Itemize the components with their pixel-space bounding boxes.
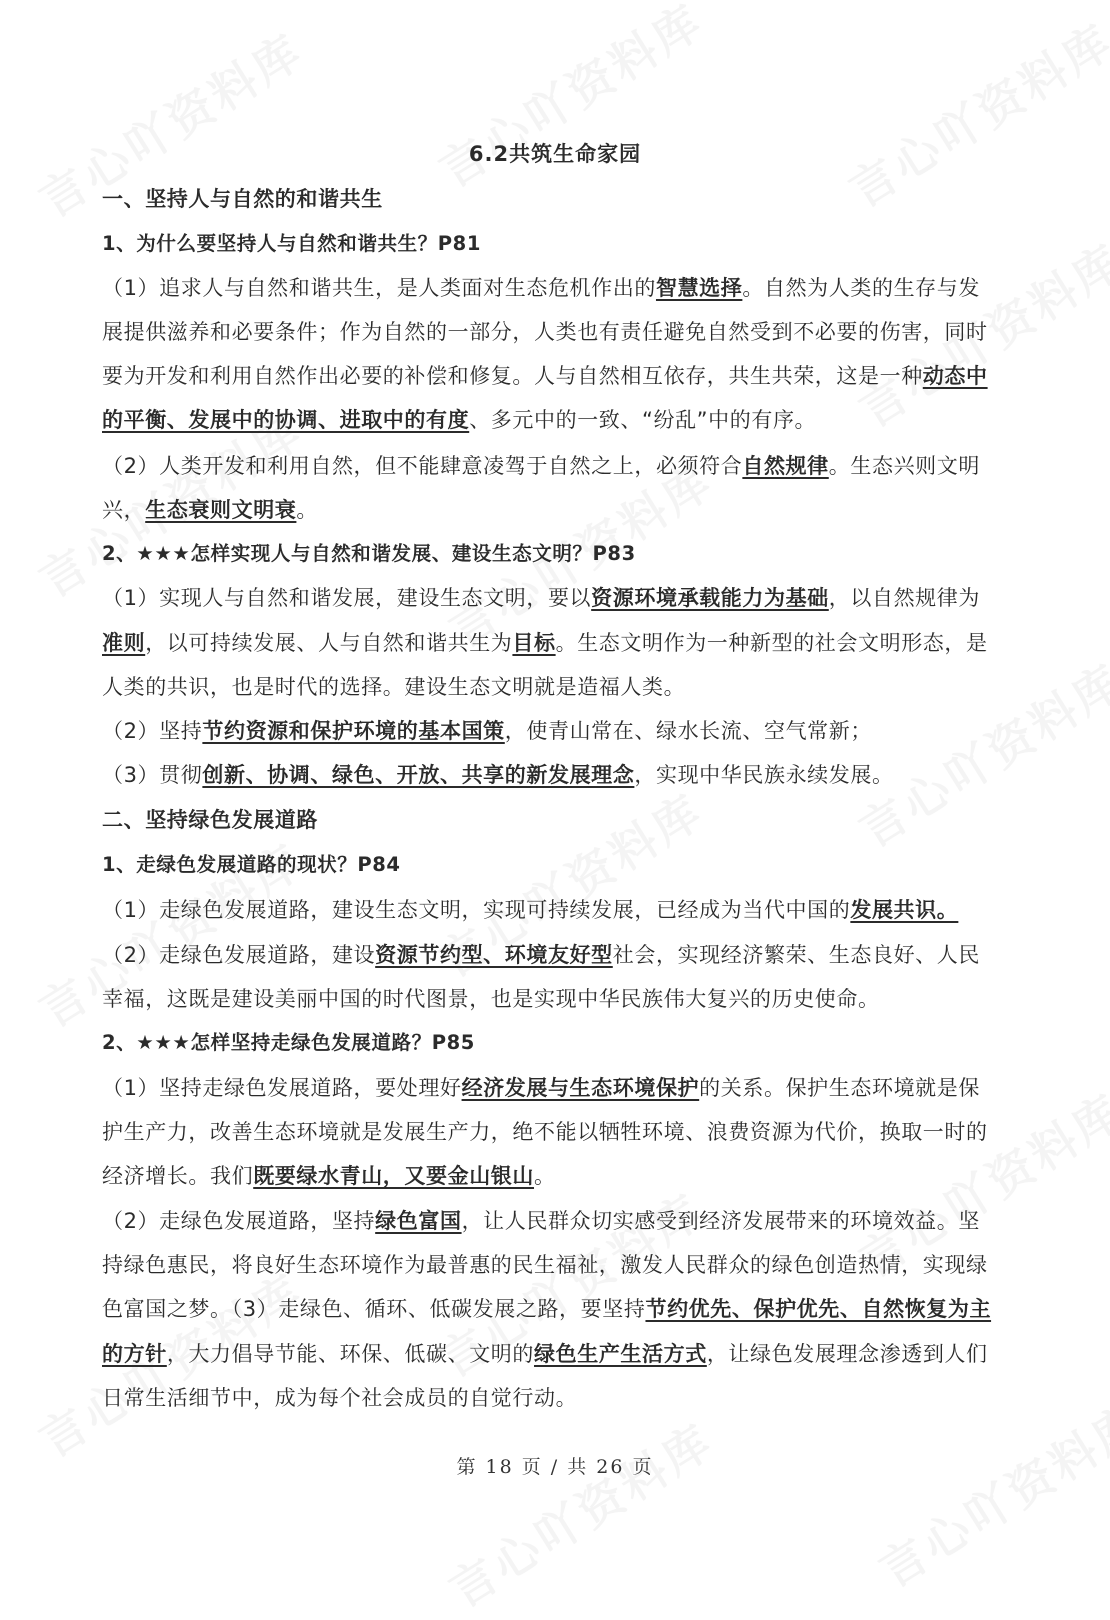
section-heading <box>102 1028 475 1058</box>
key-term: 经济发展与生态环境保护 <box>461 1076 700 1100</box>
text-segment: （2）坚持 <box>102 719 203 743</box>
text-segment: 2、★★★怎样实现人与自然和谐发展、建设生态文明？P83 <box>102 542 636 565</box>
text-segment: ，让绿色发展理念渗透到人们 <box>706 1342 988 1366</box>
key-term: 准则 <box>102 631 146 655</box>
key-term: 节约优先、保护优先、自然恢复为主 <box>645 1297 992 1321</box>
text-segment: （1）追求人与自然和谐共生，是人类面对生态危机作出的 <box>102 276 656 300</box>
paragraph-line <box>102 1117 988 1147</box>
key-term: 的方针 <box>102 1342 167 1366</box>
paragraph-line <box>102 672 685 702</box>
page-footer: 第 18 页 / 共 26 页 <box>456 1456 654 1478</box>
text-segment: 的关系。保护生态环境就是保 <box>699 1076 980 1100</box>
paragraph-line <box>102 583 980 613</box>
text-segment: ，大力倡导节能、环保、低碳、文明的 <box>166 1342 535 1366</box>
paragraph-line <box>102 451 980 481</box>
text-segment: 。生态兴则文明 <box>828 454 980 478</box>
paragraph-line <box>102 317 988 347</box>
text-segment: ，实现中华民族永续发展。 <box>634 763 894 787</box>
watermark-text <box>835 6 1110 221</box>
paragraph-line <box>102 1383 577 1413</box>
text-segment: （1）实现人与自然和谐发展，建设生态文明，要以 <box>102 586 592 610</box>
watermark-text <box>435 1406 724 1620</box>
key-term: 绿色生产生活方式 <box>534 1342 707 1366</box>
text-segment: 。 <box>296 498 319 522</box>
paragraph-line <box>102 1294 991 1324</box>
key-term: 创新、协调、绿色、开放、共享的新发展理念 <box>202 763 635 787</box>
key-term: 既要绿水青山，又要金山银山 <box>253 1164 535 1188</box>
key-term: 动态中 <box>922 364 988 388</box>
text-segment: 日常生活细节中，成为每个社会成员的自觉行动。 <box>102 1386 578 1410</box>
text-segment: （2）人类开发和利用自然，但不能肆意凌驾于自然之上，必须符合 <box>102 454 743 478</box>
paragraph-line <box>102 405 816 435</box>
paragraph-line <box>102 1206 980 1236</box>
key-term: 资源环境承载能力为基础 <box>591 586 829 610</box>
text-segment: 。 <box>534 1164 556 1188</box>
key-term: 资源节约型、环境友好型 <box>375 943 613 967</box>
text-segment: （2）走绿色发展道路，建设 <box>102 943 376 967</box>
text-segment: 经济增长。我们 <box>102 1164 254 1188</box>
text-segment: 展提供滋养和必要条件；作为自然的一部分，人类也有责任避免自然受到不必要的伤害，同时 <box>102 320 988 344</box>
text-segment: 。自然为人类的生存与发 <box>742 276 980 300</box>
text-segment: 1、为什么要坚持人与自然和谐共生？P81 <box>102 232 481 255</box>
paragraph-line <box>102 1250 988 1280</box>
paragraph-line <box>102 1161 556 1191</box>
text-segment: ，让人民群众切实感受到经济发展带来的环境效益。坚 <box>461 1209 980 1233</box>
section-heading <box>102 539 636 569</box>
text-segment: （1）坚持走绿色发展道路，要处理好 <box>102 1076 462 1100</box>
key-term: 发展共识。 <box>850 898 959 922</box>
text-segment: 持绿色惠民，将良好生态环境作为最普惠的民生福祉，激发人民群众的绿色创造热情，实现绿 <box>102 1253 988 1277</box>
section-heading <box>102 229 481 259</box>
paragraph-line <box>102 495 318 525</box>
text-segment: 2、★★★怎样坚持走绿色发展道路？P85 <box>102 1031 475 1054</box>
section-heading <box>102 184 383 214</box>
text-segment: （2）走绿色发展道路，坚持 <box>102 1209 376 1233</box>
text-segment: 人类的共识，也是时代的选择。建设生态文明就是造福人类。 <box>102 675 686 699</box>
key-term: 绿色富国 <box>375 1209 462 1233</box>
key-term: 节约资源和保护环境的基本国策 <box>202 719 505 743</box>
paragraph-line <box>102 984 880 1014</box>
paragraph-line <box>102 895 958 925</box>
key-term: 的平衡、发展中的协调、进取中的有度 <box>102 408 470 432</box>
text-segment: 一、坚持人与自然的和谐共生 <box>102 187 383 211</box>
key-term: 自然规律 <box>742 454 829 478</box>
text-segment: 色富国之梦。（3）走绿色、循环、低碳发展之路，要坚持 <box>102 1297 646 1321</box>
paragraph-line <box>102 1339 988 1369</box>
text-segment: 社会，实现经济繁荣、生态良好、人民 <box>612 943 980 967</box>
paragraph-line <box>102 716 872 746</box>
watermark-text <box>845 646 1110 861</box>
text-segment: 二、坚持绿色发展道路 <box>102 808 318 832</box>
text-segment: 、多元中的一致、“纷乱”中的有序。 <box>469 408 817 432</box>
watermark-text <box>865 1386 1110 1601</box>
text-segment: 1、走绿色发展道路的现状？P84 <box>102 853 401 876</box>
text-segment: ，以自然规律为 <box>828 586 980 610</box>
key-term: 智慧选择 <box>655 276 743 300</box>
text-segment: （3）贯彻 <box>102 763 203 787</box>
paragraph-line <box>102 940 980 970</box>
text-segment: 要为开发和利用自然作出必要的补偿和修复。人与自然相互依存，共生共荣，这是一种 <box>102 364 923 388</box>
text-segment: （1）走绿色发展道路，建设生态文明，实现可持续发展，已经成为当代中国的 <box>102 898 851 922</box>
text-segment: ，使青山常在、绿水长流、空气常新； <box>504 719 872 743</box>
paragraph-line <box>102 361 988 391</box>
key-term: 目标 <box>512 631 556 655</box>
text-segment: 幸福，这既是建设美丽中国的时代图景，也是实现中华民族伟大复兴的历史使命。 <box>102 987 880 1011</box>
paragraph-line <box>102 1073 980 1103</box>
key-term: 生态衰则文明衰 <box>145 498 297 522</box>
text-segment: ，以可持续发展、人与自然和谐共生为 <box>145 631 513 655</box>
text-segment: 。生态文明作为一种新型的社会文明形态，是 <box>555 631 988 655</box>
section-heading <box>102 850 401 880</box>
section-heading <box>102 805 318 835</box>
paragraph-line <box>102 628 988 658</box>
text-segment: 兴， <box>102 498 146 522</box>
paragraph-line <box>102 760 894 790</box>
paragraph-line <box>102 273 980 303</box>
page-title: 6.2共筑生命家园 <box>468 142 642 166</box>
watermark-text <box>425 0 714 200</box>
text-segment: 护生产力，改善生态环境就是发展生产力，绝不能以牺牲环境、浪费资源为代价，换取一时的 <box>102 1120 988 1144</box>
